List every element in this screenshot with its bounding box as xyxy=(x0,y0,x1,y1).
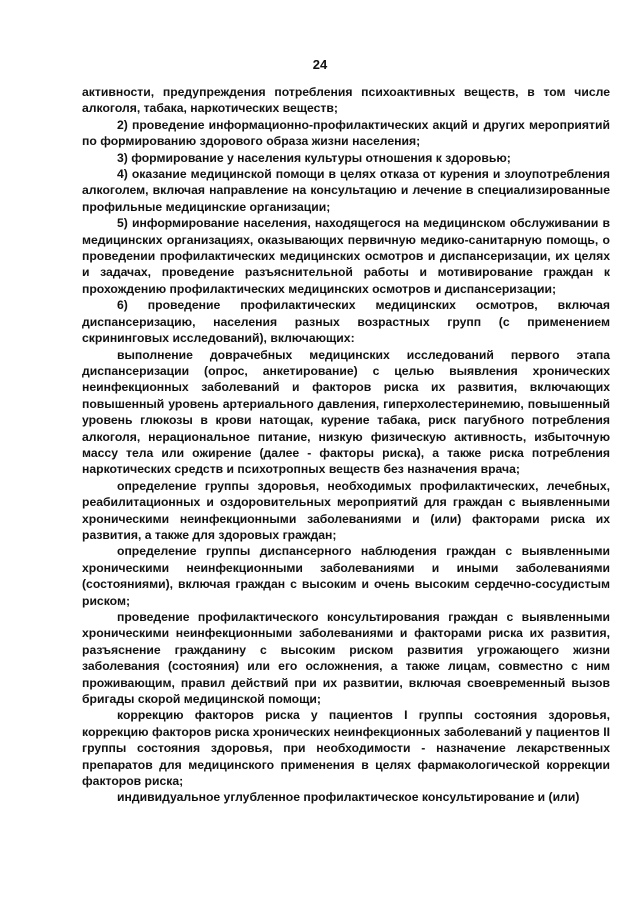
paragraph-item-3: 3) формирование у населения культуры отношения к здоровью; xyxy=(117,150,511,165)
paragraph-subitem-health-group: определение группы здоровья, необходимых профилактических, лечебных, реабилитационных и оздоровительных мероприятий для граждан с выявленными хроническими неинфекционными заболеваниями и (или) факторами риска их развития, а также для здоровых граждан; xyxy=(82,478,610,542)
paragraph-subitem-dispensary-group: определение группы диспансерного наблюдения граждан с выявленными хроническими неинфекционными заболеваниями и иными заболеваниями (состояниями), включая граждан с высоким и очень высоким сердечно-сосудистым риском; xyxy=(82,544,610,608)
paragraph-subitem-counseling: проведение профилактического консультирования граждан с выявленными хроническими неинфекционными заболеваниями и факторами риска их развития, разъяснение гражданину с высоким риском развития угрожающего жизни заболевания (состояния) или его осложнения, а также лицам, совместно с ним проживающим, правил действий при их развитии, включая своевременный вызов бригады скорой медицинской помощи; xyxy=(82,610,610,707)
paragraph-subitem-screening: выполнение доврачебных медицинских исследований первого этапа диспансеризации (опрос, анкетирование) с целью выявления хронических неинфекционных заболеваний и факторов риска их развития, включающих повышенный уровень артериального давления, гиперхолестеринемию, повышенный уровень глюкозы в крови натощак, курение табака, риск пагубного потребления алкоголя, нерациональное питание, низкую физическую активность, избыточную массу тела или ожирение (далее - факторы риска), а также риска потребления наркотических средств и психотропных веществ без назначения врача; xyxy=(82,347,610,477)
document-body xyxy=(82,84,610,806)
page-number: 24 xyxy=(312,57,328,72)
paragraph-item-4: 4) оказание медицинской помощи в целях отказа от курения и злоупотребления алкоголем, включая направление на консультацию и лечение в специализированные профильные медицинские организации; xyxy=(82,167,610,214)
paragraph-item-6: 6) проведение профилактических медицинских осмотров, включая диспансеризацию, населения разных возрастных групп (с применением скрининговых исследований), включающих: xyxy=(82,298,610,346)
paragraph-subitem-risk-correction: коррекцию факторов риска у пациентов I группы состояния здоровья, коррекцию факторов риска хронических неинфекционных заболеваний у пациентов II группы состояния здоровья, при необходимости - назначение лекарственных препаратов для медицинского применения в целях фармакологической коррекции факторов риска; xyxy=(82,708,610,789)
paragraph-item-2: 2) проведение информационно-профилактических акций и других мероприятий по формированию здорового образа жизни населения; xyxy=(82,117,610,149)
paragraph-subitem-individual-counseling: индивидуальное углубленное профилактическое консультирование и (или) xyxy=(117,790,580,805)
paragraph-continuation: активности, предупреждения потребления психоактивных веществ, в том числе алкоголя, табака, наркотических веществ; xyxy=(82,85,610,116)
paragraph-item-5: 5) информирование населения, находящегося на медицинском обслуживании в медицинских организациях, оказывающих первичную медико-санитарную помощь, о проведении профилактических медицинских осмотров и диспансеризации, их целях и задачах, проведение разъяснительной работы и мотивирование граждан к прохождению профилактических медицинских осмотров и диспансеризации; xyxy=(82,216,610,296)
